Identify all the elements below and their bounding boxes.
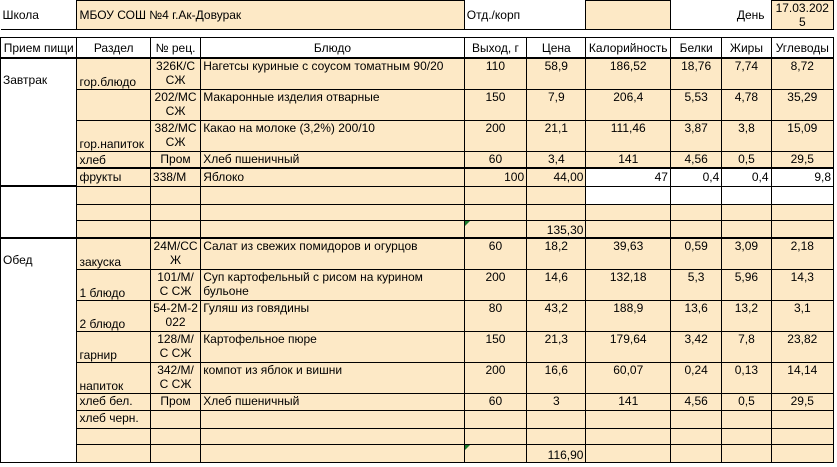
recipe-cell[interactable]: 128/М/С СЖ [150,331,200,362]
kcal-cell[interactable]: 141 [586,151,671,168]
fat-cell[interactable]: 13,2 [722,300,771,331]
empty-cell[interactable] [771,428,833,444]
table-row [1,151,834,168]
section-cell[interactable] [77,89,150,120]
empty-cell[interactable] [771,444,833,462]
recipe-cell[interactable]: Пром [150,151,200,168]
table-row [1,300,834,331]
fat-cell[interactable]: 7,8 [722,331,771,362]
empty-cell[interactable] [670,204,721,220]
carbs-cell[interactable]: 2,18 [771,238,833,269]
meal-label-text: Завтрак [3,73,48,87]
empty-cell[interactable] [201,444,465,462]
fat-cell[interactable] [722,410,771,428]
dish-cell[interactable]: Макаронные изделия отварные [201,89,465,120]
school-name-field[interactable]: МБОУ СОШ №4 г.Ак-Довурак [77,1,464,30]
dish-cell[interactable]: Суп картофельный с рисом на курином бульоне [201,269,465,300]
dish-cell[interactable]: Яблоко [201,168,465,186]
empty-cell[interactable] [150,444,200,462]
empty-cell[interactable] [464,186,526,204]
section-cell[interactable]: гор.блюдо [77,58,150,89]
kcal-cell[interactable]: 186,52 [586,58,671,89]
dish-cell[interactable]: Хлеб пшеничный [201,393,465,410]
output-cell[interactable]: 200 [464,269,526,300]
empty-cell[interactable] [670,428,721,444]
price-cell[interactable]: 21,1 [527,120,586,151]
empty-cell[interactable] [77,186,150,204]
meal-label-text: Обед [3,253,33,267]
table-row [1,168,834,186]
empty-cell[interactable] [150,186,200,204]
recipe-cell[interactable] [150,410,200,428]
table-row [1,393,834,410]
dish-cell[interactable]: Картофельное пюре [201,331,465,362]
empty-cell[interactable] [771,204,833,220]
empty-cell[interactable] [150,204,200,220]
recipe-cell[interactable]: 202/МС СЖ [150,89,200,120]
kcal-cell[interactable]: 132,18 [586,269,671,300]
protein-cell[interactable]: 4,56 [670,393,721,410]
col-fat: Жиры [722,38,771,59]
empty-cell[interactable] [586,444,671,462]
carbs-cell[interactable]: 8,72 [771,58,833,89]
kcal-cell[interactable]: 111,46 [586,120,671,151]
protein-cell[interactable]: 3,87 [670,120,721,151]
price-cell[interactable]: 3 [527,393,586,410]
output-cell[interactable]: 110 [464,58,526,89]
dish-cell[interactable]: Какао на молоке (3,2%) 200/10 [201,120,465,151]
kcal-cell[interactable]: 206,4 [586,89,671,120]
carbs-cell[interactable]: 35,29 [771,89,833,120]
price-cell[interactable]: 18,2 [527,238,586,269]
empty-cell[interactable] [771,186,833,204]
output-cell[interactable]: 150 [464,89,526,120]
carbs-cell[interactable]: 29,5 [771,393,833,410]
protein-cell[interactable]: 0,4 [670,168,721,186]
section-cell[interactable]: хлеб черн. [77,410,150,428]
column-header-row [1,38,834,59]
table-row [1,362,834,393]
protein-cell[interactable]: 0,24 [670,362,721,393]
empty-cell[interactable] [527,186,586,204]
empty-cell[interactable] [722,444,771,462]
carbs-cell[interactable]: 14,14 [771,362,833,393]
kcal-cell[interactable] [586,410,671,428]
school-label: Школа [1,1,77,30]
empty-cell[interactable] [201,204,465,220]
empty-cell[interactable] [201,186,465,204]
fat-cell[interactable]: 4,78 [722,89,771,120]
section-cell[interactable]: 1 блюдо [77,269,150,300]
empty-cell[interactable] [722,220,771,238]
empty-cell[interactable] [150,220,200,238]
protein-cell[interactable]: 18,76 [670,58,721,89]
section-cell[interactable]: гарнир [77,331,150,362]
fat-cell[interactable]: 3,8 [722,120,771,151]
table-row [1,410,834,428]
dish-cell[interactable]: Салат из свежих помидоров и огурцов [201,238,465,269]
recipe-cell[interactable]: Пром [150,393,200,410]
output-cell[interactable]: 60 [464,151,526,168]
breakfast-total-row [1,220,834,238]
col-output: Выход, г [464,38,526,59]
empty-cell[interactable] [670,444,721,462]
empty-cell[interactable] [464,220,526,238]
recipe-cell[interactable]: 382/МС СЖ [150,120,200,151]
fat-cell[interactable]: 0,5 [722,151,771,168]
kcal-cell[interactable]: 47 [586,168,671,186]
empty-cell[interactable] [722,428,771,444]
empty-cell[interactable] [527,204,586,220]
section-cell[interactable]: гор.напиток [77,120,150,151]
table-row [1,238,834,269]
fat-cell[interactable]: 3,09 [722,238,771,269]
price-cell[interactable]: 58,9 [527,58,586,89]
dept-field[interactable] [586,1,671,30]
output-cell[interactable]: 100 [464,168,526,186]
header-info-row [1,1,834,30]
empty-cell[interactable] [77,428,150,444]
lunch-total-price[interactable]: 116,90 [527,444,586,462]
empty-cell[interactable] [670,220,721,238]
dish-cell[interactable]: Гуляш из говядины [201,300,465,331]
output-cell[interactable]: 200 [464,120,526,151]
output-cell[interactable]: 60 [464,238,526,269]
empty-cell[interactable] [77,220,150,238]
section-cell[interactable]: закуска [77,238,150,269]
col-price: Цена [527,38,586,59]
table-row [1,331,834,362]
col-recipe: № рец. [150,38,200,59]
kcal-cell[interactable]: 141 [586,393,671,410]
price-cell[interactable] [527,410,586,428]
protein-cell[interactable]: 5,53 [670,89,721,120]
carbs-cell[interactable]: 15,09 [771,120,833,151]
recipe-cell[interactable]: 342/М/С СЖ [150,362,200,393]
recipe-cell[interactable]: 338/М [150,168,200,186]
price-cell[interactable]: 14,6 [527,269,586,300]
table-row [1,120,834,151]
table-row [1,204,834,220]
carbs-cell[interactable]: 23,82 [771,331,833,362]
fat-cell[interactable]: 0,5 [722,393,771,410]
empty-cell[interactable] [201,428,465,444]
col-protein: Белки [670,38,721,59]
dish-cell[interactable]: Нагетсы куриные с соусом томатным 90/20 [201,58,465,89]
day-label: День [670,1,771,30]
price-cell[interactable]: 44,00 [527,168,586,186]
protein-cell[interactable]: 4,56 [670,151,721,168]
dish-cell[interactable]: компот из яблок и вишни [201,362,465,393]
recipe-cell[interactable]: 54-2М-2022 [150,300,200,331]
fat-cell[interactable]: 0,13 [722,362,771,393]
recipe-cell[interactable]: 326К/С СЖ [150,58,200,89]
dept-label: Отд./корп [464,1,586,30]
protein-cell[interactable]: 13,6 [670,300,721,331]
output-cell[interactable]: 200 [464,362,526,393]
meal-label-lunch [1,238,77,269]
empty-cell[interactable] [586,204,671,220]
fat-cell[interactable]: 5,96 [722,269,771,300]
empty-cell[interactable] [77,444,150,462]
dish-cell[interactable] [201,410,465,428]
empty-cell[interactable] [150,428,200,444]
empty-cell[interactable] [464,428,526,444]
carbs-cell[interactable]: 3,1 [771,300,833,331]
section-cell[interactable]: фрукты [77,168,150,186]
empty-cell[interactable] [586,186,671,204]
meal-label-breakfast [1,58,77,89]
carbs-cell[interactable] [771,410,833,428]
section-cell[interactable]: напиток [77,362,150,393]
lunch-total-row [1,444,834,462]
output-cell[interactable]: 150 [464,331,526,362]
table-row [1,186,834,204]
empty-cell[interactable] [77,204,150,220]
price-cell[interactable]: 7,9 [527,89,586,120]
output-cell[interactable]: 60 [464,393,526,410]
price-cell[interactable]: 3,4 [527,151,586,168]
carbs-cell[interactable]: 9,8 [771,168,833,186]
empty-cell[interactable] [722,204,771,220]
protein-cell[interactable]: 5,3 [670,269,721,300]
empty-cell[interactable] [771,220,833,238]
day-field[interactable]: 17.03.2025 [771,1,833,30]
table-row [1,269,834,300]
empty-cell[interactable] [201,220,465,238]
kcal-cell[interactable]: 39,63 [586,238,671,269]
col-meal: Прием пищи [1,38,77,59]
empty-cell[interactable] [527,428,586,444]
fat-cell[interactable]: 7,74 [722,58,771,89]
empty-cell[interactable] [464,204,526,220]
protein-cell[interactable] [670,410,721,428]
breakfast-total-price[interactable]: 135,30 [527,220,586,238]
empty-cell[interactable] [722,186,771,204]
col-dish: Блюдо [201,38,465,59]
kcal-cell[interactable]: 188,9 [586,300,671,331]
price-cell[interactable]: 21,3 [527,331,586,362]
price-cell[interactable]: 16,6 [527,362,586,393]
carbs-cell[interactable]: 29,5 [771,151,833,168]
protein-cell[interactable]: 0,59 [670,238,721,269]
empty-cell[interactable] [464,444,526,462]
col-kcal: Калорийность [586,38,671,59]
protein-cell[interactable]: 3,42 [670,331,721,362]
kcal-cell[interactable]: 60,07 [586,362,671,393]
section-cell[interactable]: 2 блюдо [77,300,150,331]
section-cell[interactable]: хлеб бел. [77,393,150,410]
fat-cell[interactable]: 0,4 [722,168,771,186]
empty-cell[interactable] [670,186,721,204]
empty-cell[interactable] [586,220,671,238]
output-cell[interactable] [464,410,526,428]
col-carbs: Углеводы [771,38,833,59]
price-cell[interactable]: 43,2 [527,300,586,331]
dish-cell[interactable]: Хлеб пшеничный [201,151,465,168]
empty-cell[interactable] [586,428,671,444]
kcal-cell[interactable]: 179,64 [586,331,671,362]
output-cell[interactable]: 80 [464,300,526,331]
recipe-cell[interactable]: 101/М/С СЖ [150,269,200,300]
table-row [1,428,834,444]
table-row [1,58,834,89]
carbs-cell[interactable]: 14,3 [771,269,833,300]
recipe-cell[interactable]: 24М/СС Ж [150,238,200,269]
col-section: Раздел [77,38,150,59]
section-cell[interactable]: хлеб [77,151,150,168]
table-row [1,89,834,120]
